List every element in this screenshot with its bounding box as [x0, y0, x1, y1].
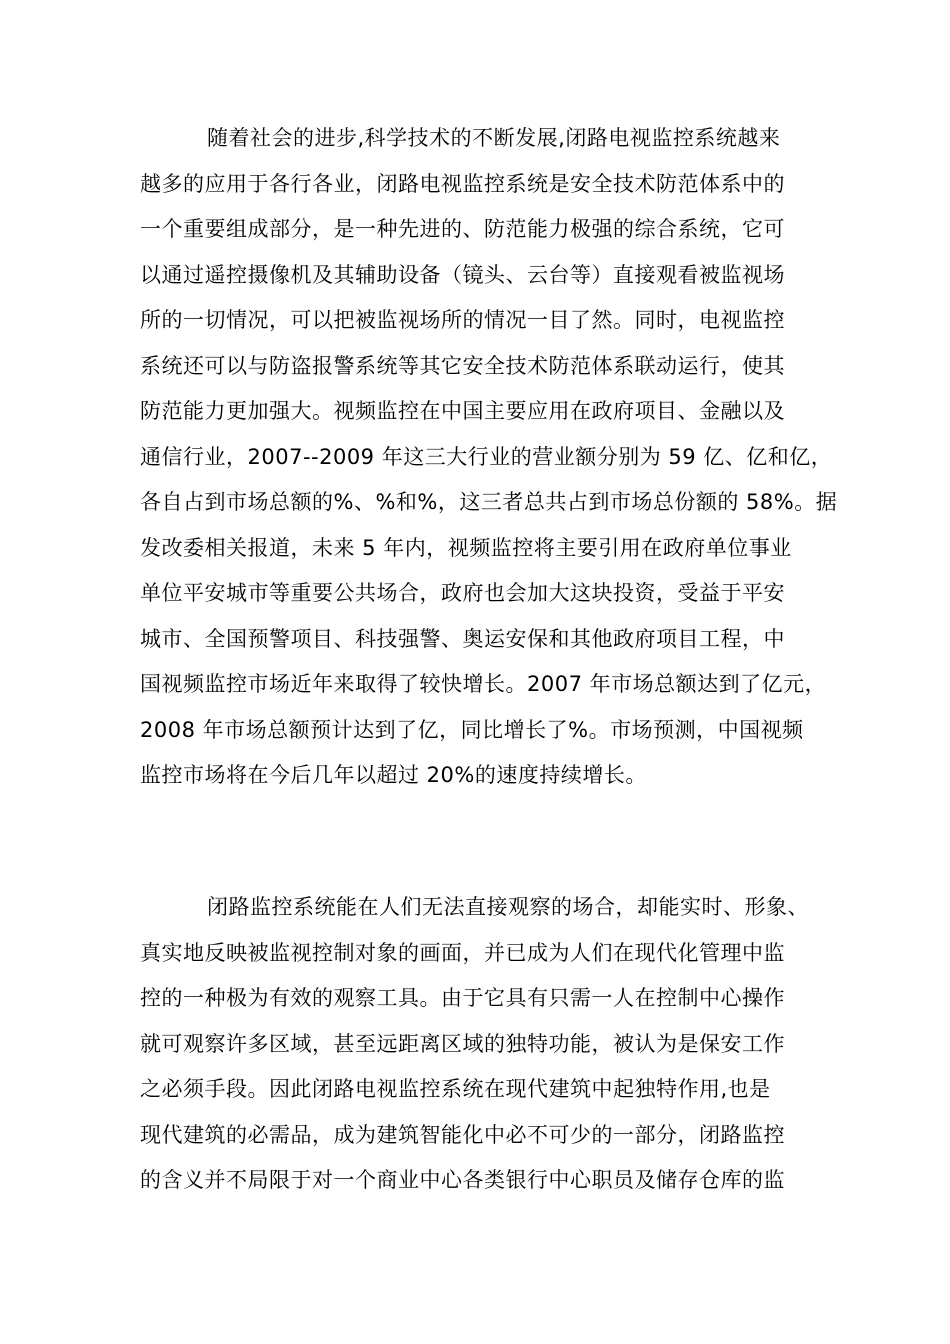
paragraph-line: 发改委相关报道，未来 5 年内，视频监控将主要引用在政府单位事业	[140, 535, 792, 560]
paragraph-line: 通信行业，2007--2009 年这三大行业的营业额分别为 59 亿、亿和亿，	[140, 444, 833, 469]
paragraph-line: 的含义并不局限于对一个商业中心各类银行中心职员及储存仓库的监	[140, 1168, 785, 1192]
paragraph-line: 2008 年市场总额预计达到了亿，同比增长了%。市场预测，中国视频	[140, 717, 804, 742]
paragraph-line: 之必须手段。因此闭路电视监控系统在现代建筑中起独特作用,也是	[140, 1077, 771, 1101]
paragraph-2	[140, 885, 830, 1204]
paragraph-line: 就可观察许多区域，甚至远距离区域的独特功能，被认为是保安工作	[140, 1031, 785, 1056]
paragraph-line: 闭路监控系统能在人们无法直接观察的场合，却能实时、形象、	[207, 895, 809, 919]
paragraph-line: 以通过遥控摄像机及其辅助设备（镜头、云台等）直接观看被监视场	[140, 262, 785, 287]
paragraph-line: 城市、全国预警项目、科技强警、奥运安保和其他政府项目工程，中	[140, 626, 785, 651]
paragraph-line: 越多的应用于各行各业，闭路电视监控系统是安全技术防范体系中的	[140, 171, 785, 196]
paragraph-line: 系统还可以与防盗报警系统等其它安全技术防范体系联动运行，使其	[140, 353, 785, 378]
paragraph-line: 控的一种极为有效的观察工具。由于它具有只需一人在控制中心操作	[140, 986, 785, 1010]
paragraph-line: 监控市场将在今后几年以超过 20%的速度持续增长。	[140, 763, 647, 787]
paragraph-line: 防范能力更加强大。视频监控在中国主要应用在政府项目、金融以及	[140, 399, 785, 423]
paragraph-line: 随着社会的进步,科学技术的不断发展,闭路电视监控系统越来	[207, 126, 781, 150]
paragraph-line: 真实地反映被监视控制对象的画面，并已成为人们在现代化管理中监	[140, 940, 785, 965]
paragraph-line: 国视频监控市场近年来取得了较快增长。2007 年市场总额达到了亿元，	[140, 672, 827, 696]
paragraph-line: 各自占到市场总额的%、%和%，这三者总共占到市场总份额的 58%。据	[140, 490, 838, 514]
paragraph-1	[140, 116, 838, 799]
paragraph-line: 所的一切情况，可以把被监视场所的情况一目了然。同时，电视监控	[140, 308, 785, 332]
paragraph-line: 单位平安城市等重要公共场合，政府也会加大这块投资，受益于平安	[140, 581, 785, 605]
paragraph-line: 一个重要组成部分，是一种先进的、防范能力极强的综合系统，它可	[140, 217, 785, 241]
paragraph-line: 现代建筑的必需品，成为建筑智能化中必不可少的一部分，闭路监控	[140, 1122, 785, 1147]
